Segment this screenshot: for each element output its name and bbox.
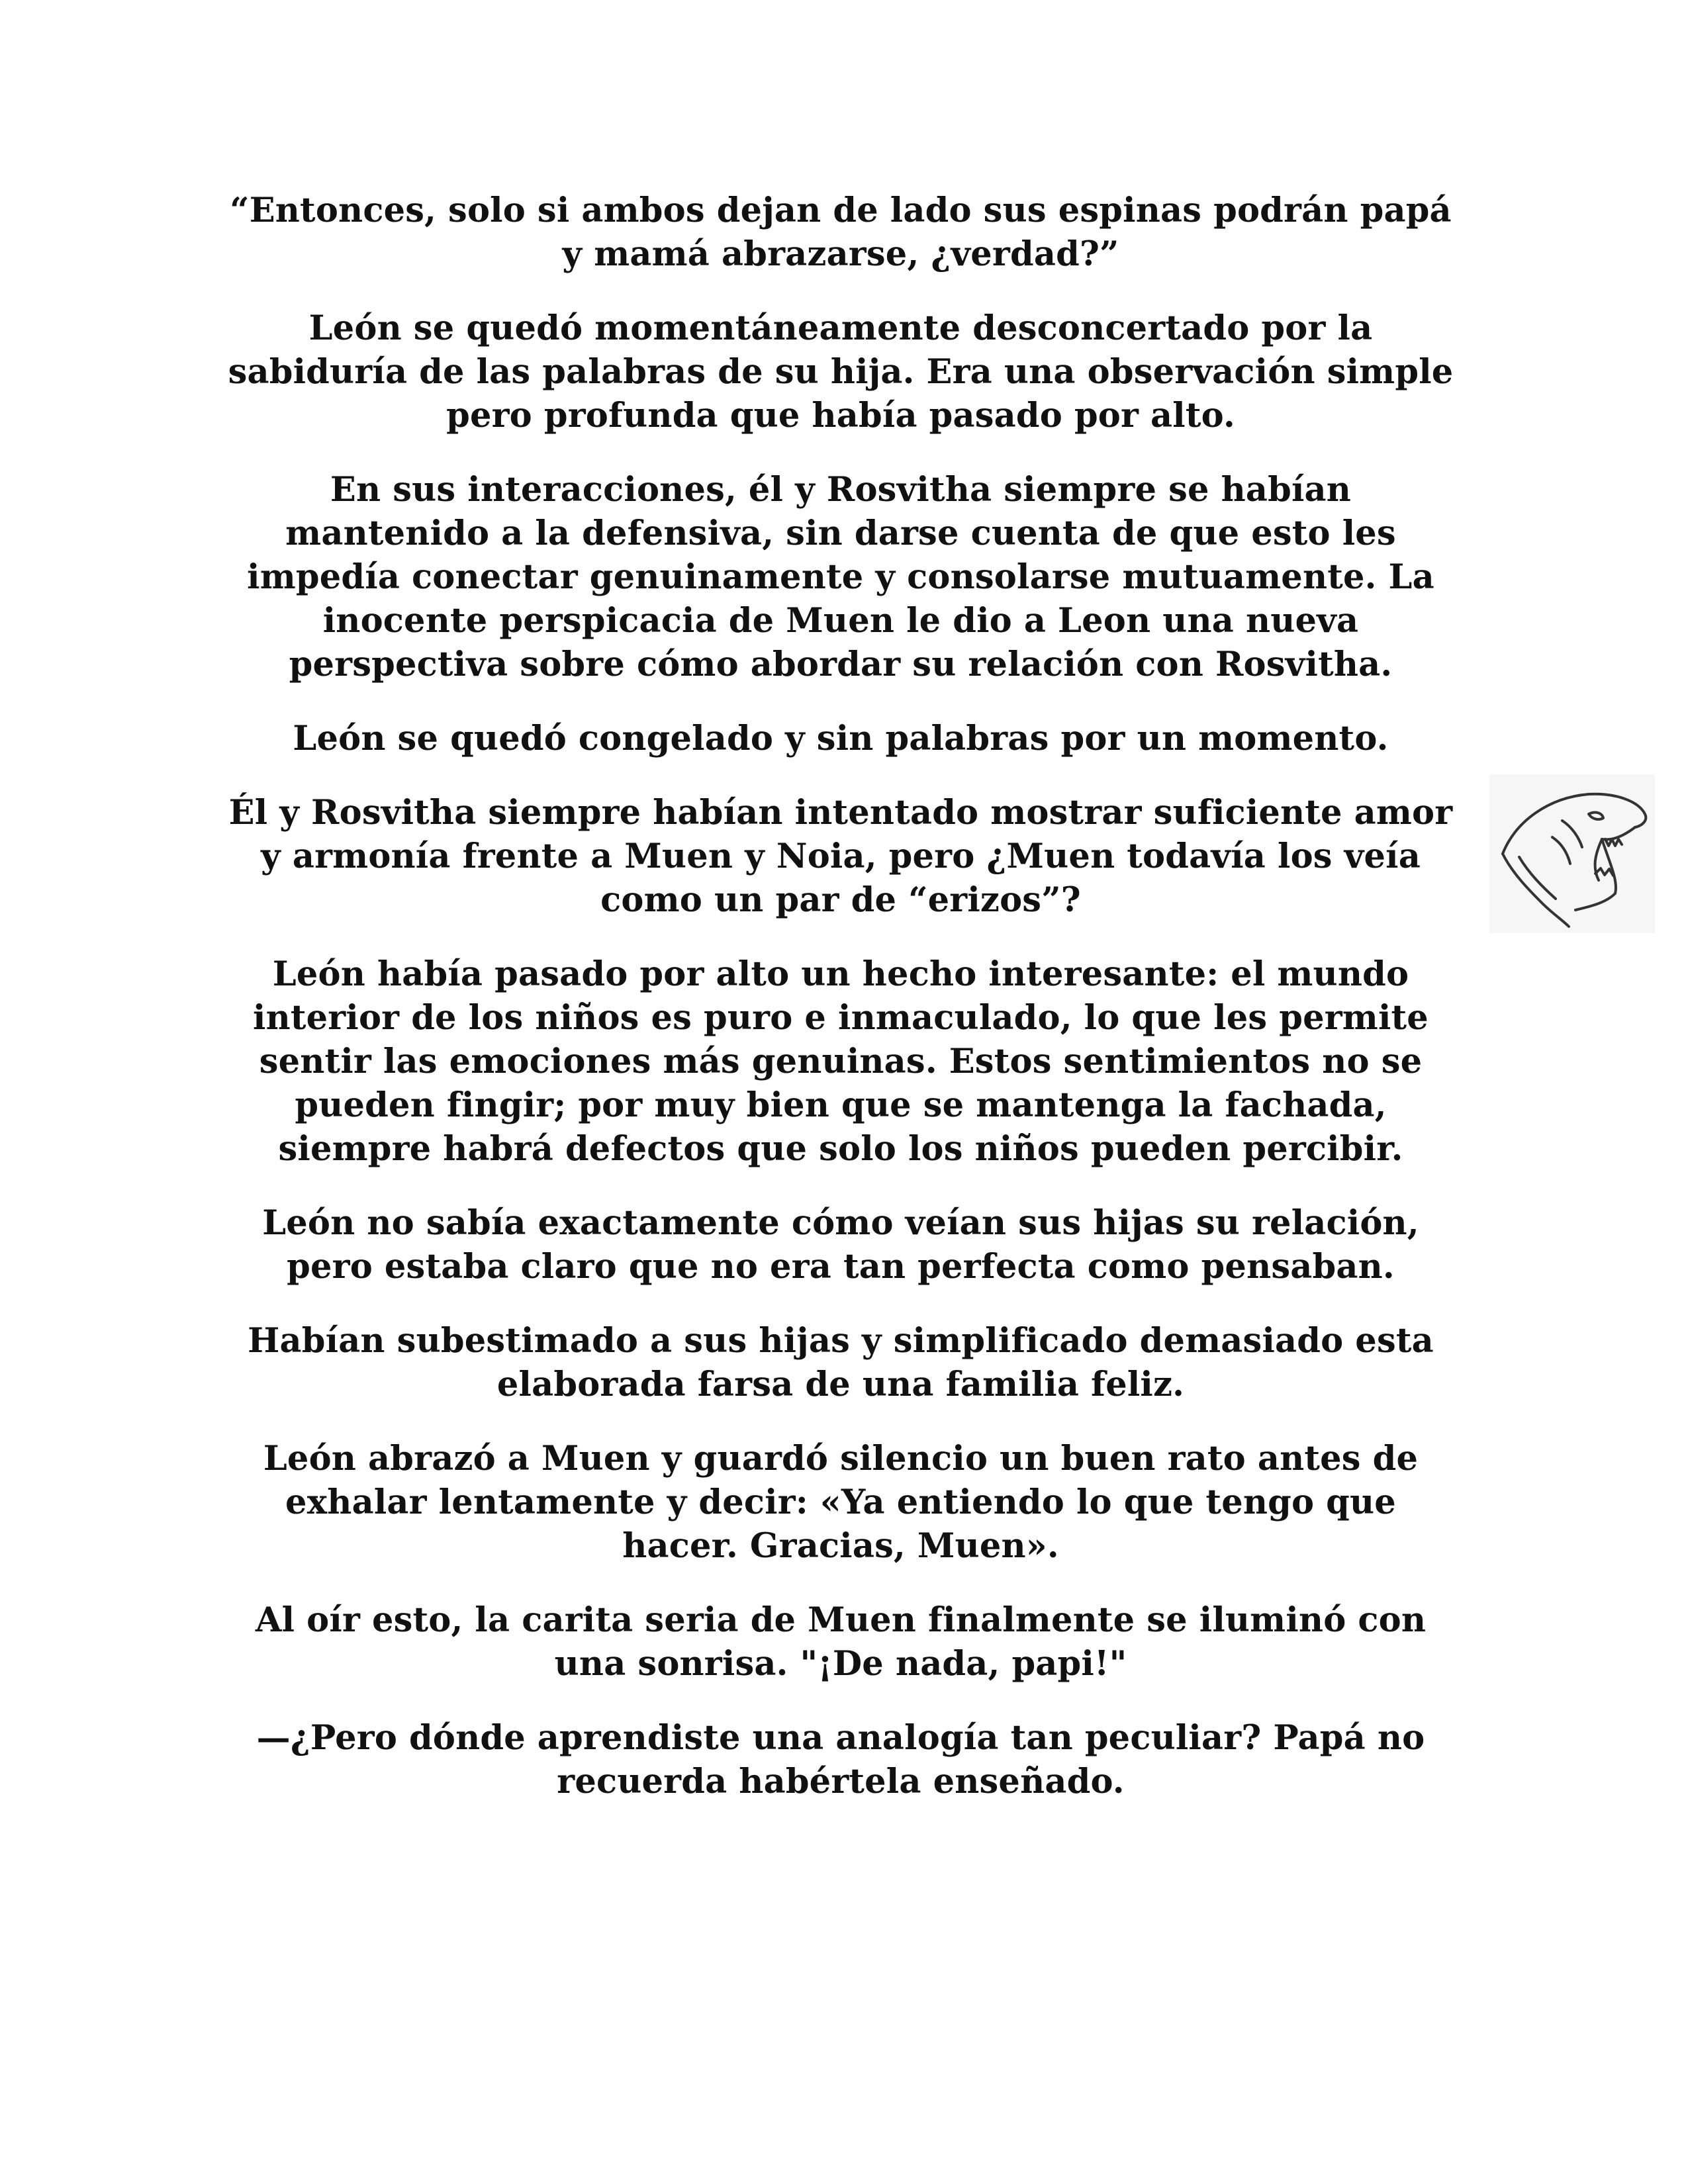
page-body [225, 189, 1456, 1803]
dinosaur-head-icon [1489, 774, 1655, 933]
paragraph: —¿Pero dónde aprendiste una analogía tan peculiar? Papá no recuerda habértela enseñado. [256, 1718, 1425, 1801]
paragraph: Habían subestimado a sus hijas y simplificado demasiado esta elaborada farsa de una familia feliz. [248, 1321, 1434, 1404]
paragraph: León se quedó momentáneamente desconcertado por la sabiduría de las palabras de su hija. Era una observación simple pero profunda que había pasado por alto. [228, 308, 1454, 435]
paragraph: León abrazó a Muen y guardó silencio un buen rato antes de exhalar lentamente y decir: «Ya entiendo lo que tengo que hacer. Gracias, Muen». [263, 1439, 1419, 1566]
paragraph: En sus interacciones, él y Rosvitha siempre se habían mantenido a la defensiva, sin darse cuenta de que esto les impedía conectar genuinamente y consolarse mutuamente. La inocente perspicacia de Muen le dio a Leon una nueva perspectiva sobre cómo abordar su relación con Rosvitha. [247, 470, 1434, 684]
paragraph: León no sabía exactamente cómo veían sus hijas su relación, pero estaba claro que no era tan perfecta como pensaban. [262, 1203, 1419, 1287]
paragraph: León se quedó congelado y sin palabras por un momento. [293, 719, 1389, 758]
paragraph: León había pasado por alto un hecho interesante: el mundo interior de los niños es puro e inmaculado, lo que les permite sentir las emociones más genuinas. Estos sentimientos no se pueden fingir; por muy bien que se mantenga la fachada, siempre habrá defectos que solo los niños pueden percibir. [253, 954, 1429, 1169]
paragraph: Él y Rosvitha siempre habían intentado mostrar suficiente amor y armonía frente a Muen y Noia, pero ¿Muen todavía los veía como un par de “erizos”? [228, 793, 1453, 920]
paragraph: Al oír esto, la carita seria de Muen finalmente se iluminó con una sonrisa. "¡De nada, papi!" [255, 1600, 1427, 1684]
paragraph: “Entonces, solo si ambos dejan de lado sus espinas podrán papá y mamá abrazarse, ¿verdad?” [230, 191, 1452, 274]
